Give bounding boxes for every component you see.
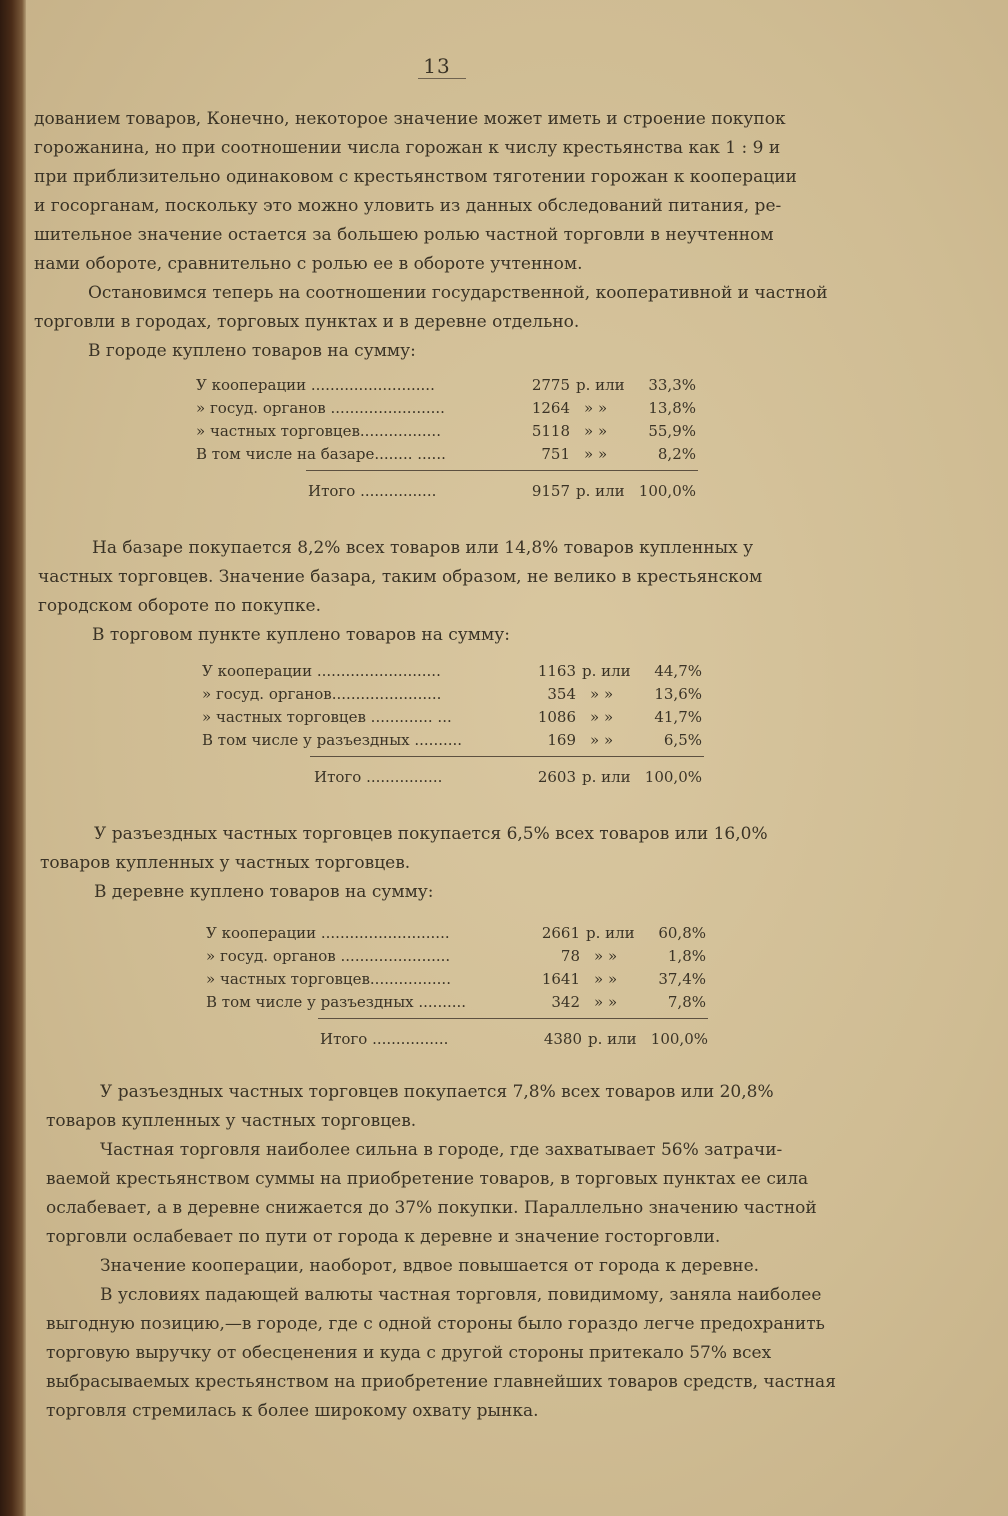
book-spine bbox=[0, 0, 26, 1516]
text-line: городском обороте по покупке. bbox=[38, 596, 322, 616]
row-unit: » » bbox=[590, 708, 614, 726]
text-line: ваемой крестьянством суммы на приобретение товаров, в торговых пунктах ее сила bbox=[46, 1169, 809, 1189]
row-unit: р. или bbox=[586, 924, 635, 942]
table-rule bbox=[306, 470, 698, 471]
row-amount: 751 bbox=[541, 445, 570, 463]
text-line: Остановимся теперь на соотношении государственной, кооперативной и частной bbox=[88, 283, 828, 303]
text-line: ослабевает, а в деревне снижается до 37% покупки. Параллельно значению частной bbox=[46, 1198, 817, 1218]
conclusion-paragraphs bbox=[46, 1078, 872, 1426]
row-percent: 13,6% bbox=[654, 685, 702, 703]
text-line: торговли ослабевает по пути от города к деревне и значение госторговли. bbox=[46, 1227, 721, 1247]
text-line: Частная торговля наиболее сильна в городе, где захватывает 56% затрачи- bbox=[100, 1140, 783, 1160]
row-label: В том числе у разъездных .......... bbox=[202, 731, 463, 749]
text-line: В условиях падающей валюты частная торговля, повидимому, заняла наиболее bbox=[100, 1285, 822, 1305]
row-amount: 169 bbox=[547, 731, 576, 749]
total-percent: 100,0% bbox=[644, 768, 702, 786]
intro-paragraph bbox=[34, 105, 856, 366]
text-line: горожанина, но при соотношении числа горожан к числу крестьянства как 1 : 9 и bbox=[34, 138, 781, 158]
row-unit: » » bbox=[584, 422, 608, 440]
row-label: » госуд. органов....................... bbox=[202, 685, 442, 703]
total-unit: р. или bbox=[576, 482, 625, 500]
text-line: На базаре покупается 8,2% всех товаров или 14,8% товаров купленных у bbox=[92, 538, 754, 558]
row-amount: 78 bbox=[560, 947, 580, 965]
text-line: В деревне куплено товаров на сумму: bbox=[94, 882, 434, 902]
row-percent: 1,8% bbox=[667, 947, 706, 965]
text-line: товаров купленных у частных торговцев. bbox=[46, 1111, 417, 1131]
row-label: У кооперации ........................... bbox=[206, 924, 450, 942]
text-line: В городе куплено товаров на сумму: bbox=[88, 341, 416, 361]
table-trading-point bbox=[202, 660, 706, 790]
total-label: Итого ................ bbox=[308, 482, 437, 500]
row-unit: » » bbox=[590, 731, 614, 749]
total-unit: р. или bbox=[582, 768, 631, 786]
row-unit: » » bbox=[584, 445, 608, 463]
row-amount: 2775 bbox=[531, 376, 570, 394]
city-paragraph bbox=[38, 534, 860, 650]
row-percent: 44,7% bbox=[654, 662, 702, 680]
text-line: Значение кооперации, наоборот, вдвое повышается от города к деревне. bbox=[100, 1256, 760, 1276]
text-line: дованием товаров, Конечно, некоторое значение может иметь и строение покупок bbox=[34, 109, 786, 129]
text-line: торговля стремилась к более широкому охвату рынка. bbox=[46, 1401, 539, 1421]
text-line: товаров купленных у частных торговцев. bbox=[40, 853, 411, 873]
row-unit: » » bbox=[594, 993, 618, 1011]
total-unit: р. или bbox=[588, 1030, 637, 1048]
page-number: 13 bbox=[423, 54, 451, 78]
table-city bbox=[196, 374, 700, 504]
row-amount: 354 bbox=[547, 685, 576, 703]
row-amount: 2661 bbox=[541, 924, 580, 942]
row-label: » госуд. органов ........................ bbox=[196, 399, 445, 417]
table-village bbox=[206, 922, 710, 1052]
row-label: В том числе у разъездных .......... bbox=[206, 993, 467, 1011]
text-line: выбрасываемых крестьянством на приобретение главнейших товаров средств, частная bbox=[46, 1372, 836, 1392]
row-amount: 342 bbox=[551, 993, 580, 1011]
row-amount: 5118 bbox=[531, 422, 570, 440]
row-label: У кооперации .......................... bbox=[202, 662, 441, 680]
row-label: » частных торговцев ............. ... bbox=[202, 708, 452, 726]
text-line: при приблизительно одинаковом с крестьянством тяготении горожан к кооперации bbox=[34, 167, 797, 187]
row-unit: » » bbox=[590, 685, 614, 703]
row-label: » частных торговцев................. bbox=[206, 970, 451, 988]
row-unit: » » bbox=[594, 970, 618, 988]
text-line: В торговом пункте куплено товаров на сумму: bbox=[92, 625, 510, 645]
text-line: частных торговцев. Значение базара, таким образом, не велико в крестьянском bbox=[38, 567, 763, 587]
row-percent: 60,8% bbox=[658, 924, 706, 942]
total-percent: 100,0% bbox=[638, 482, 696, 500]
row-percent: 37,4% bbox=[658, 970, 706, 988]
row-percent: 41,7% bbox=[654, 708, 702, 726]
row-percent: 8,2% bbox=[657, 445, 696, 463]
row-label: » госуд. органов ....................... bbox=[206, 947, 451, 965]
row-amount: 1641 bbox=[541, 970, 580, 988]
text-line: и госорганам, поскольку это можно уловить из данных обследований питания, ре- bbox=[34, 196, 782, 216]
text-line: торговую выручку от обесценения и куда с другой стороны притекало 57% всех bbox=[46, 1343, 772, 1363]
text-line: шительное значение остается за большею ролью частной торговли в неучтенном bbox=[34, 225, 774, 245]
total-label: Итого ................ bbox=[320, 1030, 449, 1048]
page-number-rule bbox=[418, 78, 466, 79]
text-line: выгодную позицию,—в городе, где с одной стороны было гораздо легче предохранить bbox=[46, 1314, 825, 1334]
row-percent: 13,8% bbox=[648, 399, 696, 417]
row-percent: 55,9% bbox=[648, 422, 696, 440]
row-amount: 1086 bbox=[537, 708, 576, 726]
row-percent: 7,8% bbox=[667, 993, 706, 1011]
row-label: » частных торговцев................. bbox=[196, 422, 441, 440]
total-label: Итого ................ bbox=[314, 768, 443, 786]
text-line: У разъездных частных торговцев покупается 6,5% всех товаров или 16,0% bbox=[94, 824, 768, 844]
table-rule bbox=[310, 756, 704, 757]
row-label: В том числе на базаре........ ...... bbox=[196, 445, 446, 463]
text-line: У разъездных частных торговцев покупается 7,8% всех товаров или 20,8% bbox=[100, 1082, 774, 1102]
total-amount: 4380 bbox=[543, 1030, 582, 1048]
text-line: торговли в городах, торговых пунктах и в деревне отдельно. bbox=[34, 312, 580, 332]
row-label: У кооперации .......................... bbox=[196, 376, 435, 394]
table-rule bbox=[318, 1018, 708, 1019]
row-unit: » » bbox=[594, 947, 618, 965]
row-unit: » » bbox=[584, 399, 608, 417]
total-percent: 100,0% bbox=[650, 1030, 708, 1048]
total-amount: 9157 bbox=[531, 482, 570, 500]
row-unit: р. или bbox=[582, 662, 631, 680]
row-percent: 33,3% bbox=[648, 376, 696, 394]
row-unit: р. или bbox=[576, 376, 625, 394]
row-amount: 1264 bbox=[531, 399, 570, 417]
row-amount: 1163 bbox=[537, 662, 576, 680]
text-line: нами обороте, сравнительно с ролью ее в обороте учтенном. bbox=[34, 254, 583, 274]
trading-point-paragraph bbox=[40, 820, 862, 907]
total-amount: 2603 bbox=[537, 768, 576, 786]
row-percent: 6,5% bbox=[663, 731, 702, 749]
